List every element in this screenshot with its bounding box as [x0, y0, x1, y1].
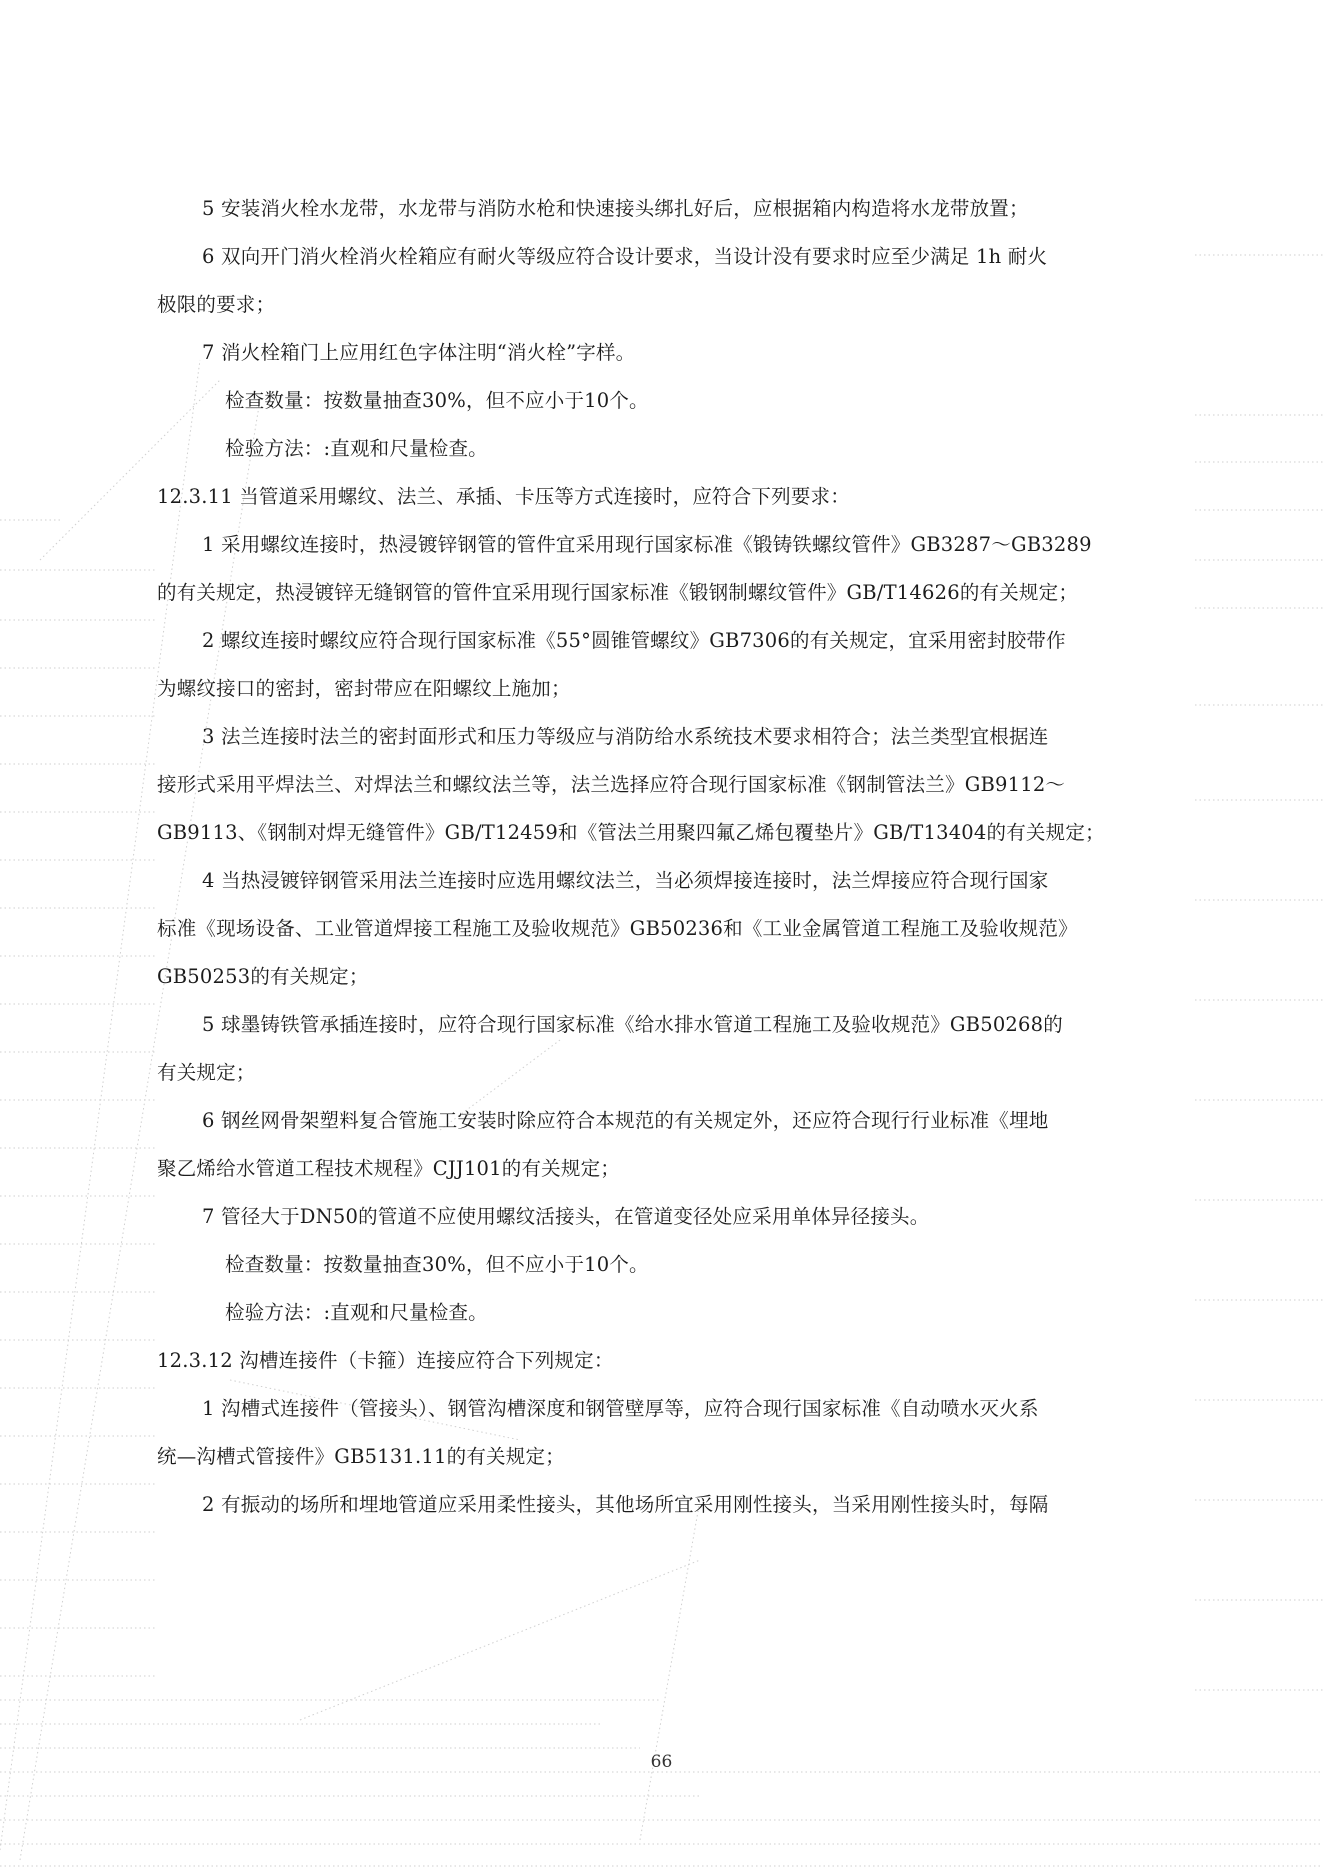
text-line: 检验方法：:直观和尺量检查。: [225, 437, 488, 460]
section-heading: 12.3.11 当管道采用螺纹、法兰、承插、卡压等方式连接时，应符合下列要求：: [157, 485, 850, 508]
text-line: 5 球墨铸铁管承插连接时，应符合现行国家标准《给水排水管道工程施工及验收规范》GB50268的: [202, 1013, 1063, 1036]
text-line: 1 沟槽式连接件（管接头）、钢管沟槽深度和钢管壁厚等，应符合现行国家标准《自动喷水灭火系: [202, 1397, 1039, 1420]
text-line: 7 消火栓箱门上应用红色字体注明“消火栓”字样。: [202, 341, 636, 364]
text-line: 5 安装消火栓水龙带，水龙带与消防水枪和快速接头绑扎好后，应根据箱内构造将水龙带放置；: [202, 197, 1029, 220]
text-line: 接形式采用平焊法兰、对焊法兰和螺纹法兰等，法兰选择应符合现行国家标准《钢制管法兰》GB9112～: [157, 773, 1066, 796]
text-line: 1 采用螺纹连接时，热浸镀锌钢管的管件宜采用现行国家标准《锻铸铁螺纹管件》GB3287～GB3289: [202, 533, 1092, 556]
text-line: 4 当热浸镀锌钢管采用法兰连接时应选用螺纹法兰，当必须焊接连接时，法兰焊接应符合现行国家: [202, 869, 1049, 892]
text-line: 6 钢丝网骨架塑料复合管施工安装时除应符合本规范的有关规定外，还应符合现行行业标准《埋地: [202, 1109, 1049, 1132]
text-line: 6 双向开门消火栓消火栓箱应有耐火等级应符合设计要求，当设计没有要求时应至少满足 1h 耐火: [202, 245, 1048, 268]
text-line: 7 管径大于DN50的管道不应使用螺纹活接头，在管道变径处应采用单体异径接头。: [202, 1205, 930, 1228]
body-text: [157, 185, 1197, 1529]
page-number: 66: [650, 1752, 673, 1772]
text-line: 检查数量：按数量抽查30%，但不应小于10个。: [225, 389, 649, 412]
text-line: 极限的要求；: [157, 293, 276, 316]
text-line: 有关规定；: [157, 1061, 256, 1084]
text-line: 统—沟槽式管接件》GB5131.11的有关规定；: [157, 1445, 565, 1468]
text-line: GB50253的有关规定；: [157, 965, 369, 988]
text-line: GB9113、《钢制对焊无缝管件》GB/T12459和《管法兰用聚四氟乙烯包覆垫片》GB/T13404的有关规定；: [157, 821, 1105, 844]
text-line: 3 法兰连接时法兰的密封面形式和压力等级应与消防给水系统技术要求相符合；法兰类型宜根据连: [202, 725, 1049, 748]
text-line: 的有关规定，热浸镀锌无缝钢管的管件宜采用现行国家标准《锻钢制螺纹管件》GB/T14626的有关规定；: [157, 581, 1079, 604]
text-line: 检查数量：按数量抽查30%，但不应小于10个。: [225, 1253, 649, 1276]
text-line: 聚乙烯给水管道工程技术规程》CJJ101的有关规定；: [157, 1157, 620, 1180]
text-line: 2 有振动的场所和埋地管道应采用柔性接头，其他场所宜采用刚性接头，当采用刚性接头时，每隔: [202, 1493, 1049, 1516]
text-line: 为螺纹接口的密封，密封带应在阳螺纹上施加；: [157, 677, 571, 700]
text-line: 标准《现场设备、工业管道焊接工程施工及验收规范》GB50236和《工业金属管道工程施工及验收规范》: [157, 917, 1078, 940]
text-line: 检验方法：:直观和尺量检查。: [225, 1301, 488, 1324]
section-heading: 12.3.12 沟槽连接件（卡箍）连接应符合下列规定：: [157, 1349, 614, 1372]
text-line: 2 螺纹连接时螺纹应符合现行国家标准《55°圆锥管螺纹》GB7306的有关规定，宜采用密封胶带作: [202, 629, 1066, 652]
